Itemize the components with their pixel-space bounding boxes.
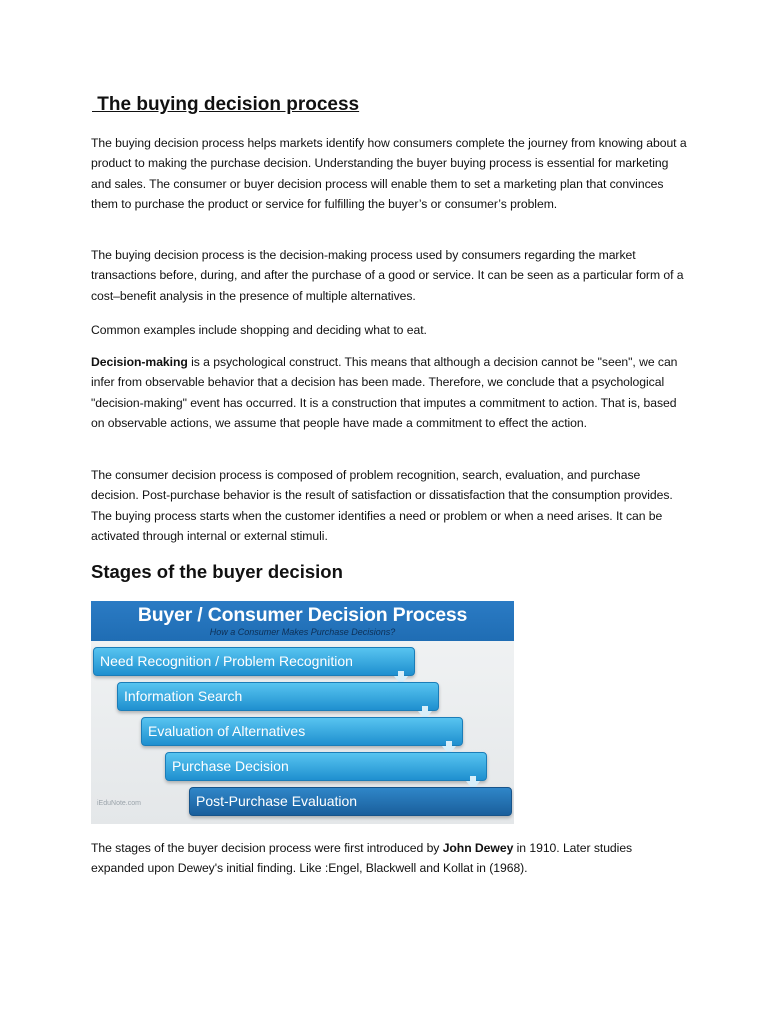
bold-term: Decision-making <box>91 355 188 369</box>
section-heading: Stages of the buyer decision <box>91 561 343 582</box>
paragraph-construct <box>91 352 687 434</box>
step-label: Post-Purchase Evaluation <box>196 793 358 809</box>
diagram-subtitle: How a Consumer Makes Purchase Decisions? <box>209 627 396 637</box>
bold-term: decision-making <box>279 248 367 262</box>
text: and <box>289 323 317 337</box>
paragraph-examples <box>91 320 687 340</box>
step-label: Information Search <box>124 688 243 704</box>
step-purchase-decision <box>165 752 487 781</box>
text: process used by consumers regarding the market transactions before, during, and after the purchase of a good or service. It can be seen as a particular form of a cost–benefit analysis in the presence of multiple alternatives. <box>91 248 684 303</box>
text: The stages of the buyer decision process were first introduced by <box>91 841 443 855</box>
bold-name: John Dewey <box>442 841 514 855</box>
text: Common examples include <box>91 323 241 337</box>
step-post-purchase-evaluation <box>189 787 512 816</box>
bold-term: deciding what to eat. <box>316 323 427 337</box>
step-label: Purchase Decision <box>172 758 289 774</box>
paragraph-definition <box>91 245 687 306</box>
text: is a psychological construct. This means that although a decision cannot be "seen", we can infer from observable behavior that a decision has been made. Therefore, we conclude that a psychological "decision-making" event has occurred. It is a construction that imputes a commitment to action. That is, based on observable actions, we assume that people have made a commitment to effect the action. <box>91 355 678 431</box>
page-title: The buying decision process <box>92 94 360 115</box>
text: The buying decision process is the <box>91 248 280 262</box>
step-label: Need Recognition / Problem Recognition <box>100 653 353 669</box>
step-evaluation-of-alternatives <box>141 717 463 746</box>
step-information-search <box>117 682 439 711</box>
paragraph-process: The consumer decision process is composed of problem recognition, search, evaluation, and purchase decision. Post-purchase behavior is the result of satisfaction or dissatisfaction that the consumption provides. The buying process starts when the customer identifies a need or problem or when a need arises. It can be activated through internal or external stimuli. <box>91 468 673 544</box>
step-label: Evaluation of Alternatives <box>148 723 306 739</box>
decision-process-diagram <box>91 601 514 824</box>
paragraph-intro: The buying decision process helps markets identify how consumers complete the journey from knowing about a product to making the purchase decision. Understanding the buyer buying process is essential for marketing and sales. The consumer or buyer decision process will enable them to set a marketing plan that convinces them to purchase the product or service for fulfilling the buyer’s or consumer’s problem. <box>91 136 687 212</box>
bold-term: shopping <box>240 323 290 337</box>
diagram-title: Buyer / Consumer Decision Process <box>137 604 468 626</box>
paragraph-history <box>91 838 687 879</box>
diagram-watermark: iEduNote.com <box>97 800 141 807</box>
text: in 1910. Later studies expanded upon Dewey's initial finding. Like :Engel, Blackwell and Kollat in (1968). <box>91 841 633 876</box>
step-need-recognition <box>93 647 415 676</box>
